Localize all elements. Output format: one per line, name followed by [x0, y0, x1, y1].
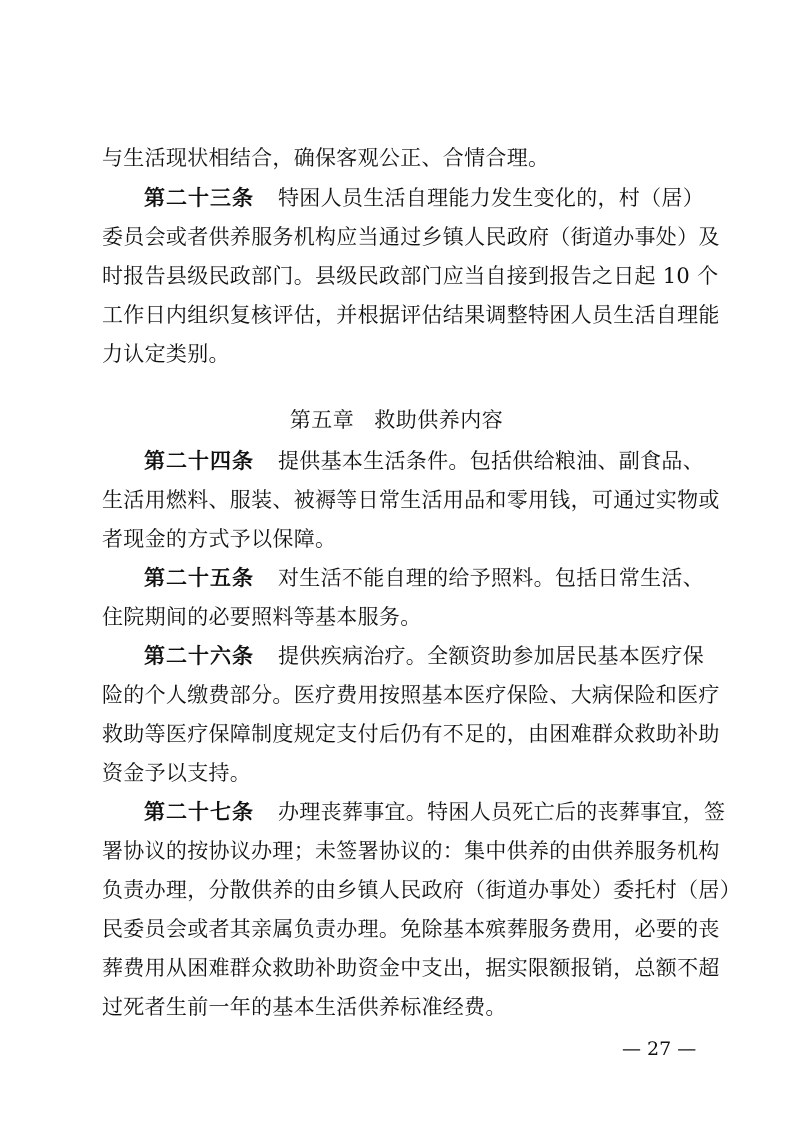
- article-26-line-3: 救助等医疗保障制度规定支付后仍有不足的，由困难群众救助补助: [102, 722, 720, 746]
- article-25-text: 对生活不能自理的给予照料。包括日常生活、: [278, 566, 704, 590]
- paragraph-continuation-line: 与生活现状相结合，确保客观公正、合情合理。: [102, 146, 550, 170]
- page-number: — 27 —: [622, 1038, 697, 1060]
- article-24-text: 提供基本生活条件。包括供给粮油、副食品、: [278, 449, 704, 473]
- article-25-label: 第二十五条: [144, 566, 254, 590]
- chapter-title: 救助供养内容: [374, 408, 504, 432]
- article-26-line-2: 险的个人缴费部分。医疗费用按照基本医疗保险、大病保险和医疗: [102, 683, 720, 707]
- article-27-label: 第二十七条: [144, 800, 254, 824]
- article-27-line-4: 民委员会或者其亲属负责办理。免除基本殡葬服务费用，必要的丧: [102, 917, 720, 941]
- article-23-line-2: 委员会或者供养服务机构应当通过乡镇人民政府（街道办事处）及: [102, 225, 720, 249]
- article-24-line-2: 生活用燃料、服装、被褥等日常生活用品和零用钱，可通过实物或: [102, 488, 720, 512]
- article-25-line-1: [144, 563, 704, 593]
- chapter-number: 第五章: [289, 408, 355, 432]
- article-25-line-2: 住院期间的必要照料等基本服务。: [102, 605, 422, 629]
- article-26-text: 提供疾病治疗。全额资助参加居民基本医疗保: [278, 644, 704, 668]
- article-27-line-3: 负责办理，分散供养的由乡镇人民政府（街道办事处）委托村（居）: [102, 878, 741, 902]
- article-27-line-5: 葬费用从困难群众救助补助资金中支出，据实限额报销，总额不超: [102, 956, 720, 980]
- article-23-line-1: [144, 183, 704, 213]
- article-24-label: 第二十四条: [144, 449, 254, 473]
- article-24-line-3: 者现金的方式予以保障。: [102, 527, 337, 551]
- article-23-text: 特困人员生活自理能力发生变化的，村（居）: [278, 186, 704, 210]
- article-23-label: 第二十三条: [144, 186, 254, 210]
- article-27-line-1: [144, 797, 725, 827]
- article-26-line-4: 资金予以支持。: [102, 761, 252, 785]
- article-23-line-4: 工作日内组织复核评估，并根据评估结果调整特困人员生活自理能: [102, 303, 720, 327]
- article-27-line-6: 过死者生前一年的基本生活供养标准经费。: [102, 995, 507, 1019]
- article-26-line-1: [144, 641, 704, 671]
- article-23-line-5: 力认定类别。: [102, 342, 230, 366]
- chapter-heading: [0, 405, 793, 435]
- article-24-line-1: [144, 446, 704, 476]
- article-23-line-3: 时报告县级民政部门。县级民政部门应当自接到报告之日起 10 个: [102, 264, 719, 288]
- article-27-text: 办理丧葬事宜。特困人员死亡后的丧葬事宜，签: [278, 800, 726, 824]
- article-27-line-2: 署协议的按协议办理；未签署协议的：集中供养的由供养服务机构: [102, 839, 720, 863]
- article-26-label: 第二十六条: [144, 644, 254, 668]
